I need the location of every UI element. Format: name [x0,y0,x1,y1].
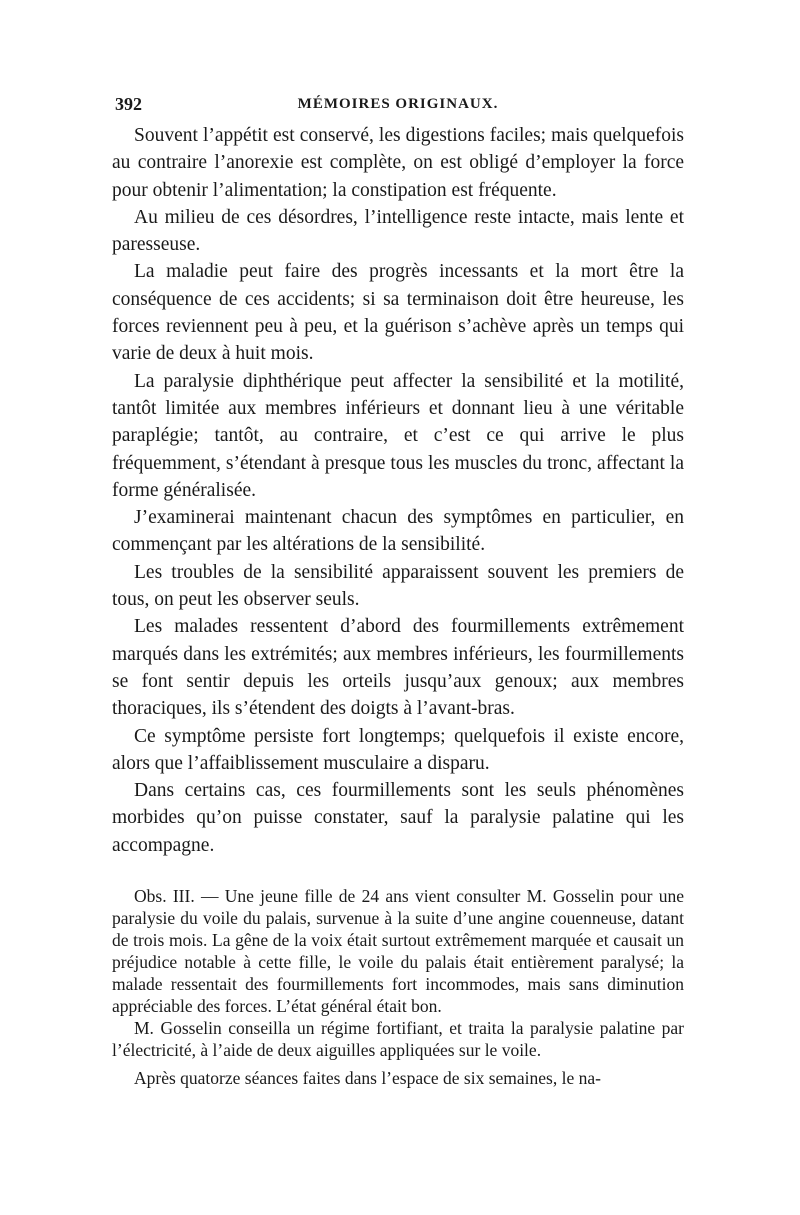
paragraph: Ce symptôme persiste fort longtemps; quelquefois il existe encore, alors que l’affaiblissement musculaire a disparu. [112,725,684,774]
continuation-line: Après quatorze séances faites dans l’espace de six semaines, le na- [134,1068,601,1089]
main-text [112,122,684,859]
page-number: 392 [115,94,142,114]
observation-paragraph: Obs. III. — Une jeune fille de 24 ans vient consulter M. Gosselin pour une paralysie du voile du palais, survenue à la suite d’une angine couenneuse, datant de trois mois. La gêne de la voix était surtout extrêmement marquée et causait un préjudice notable à cette fille, le voile du palais était entièrement paralysé; la malade ressentait des fourmillements fort incommodes, mais sans diminution appréciable des forces. L’état général était bon. [112,886,684,1017]
page-header [112,94,684,122]
observation-block [112,885,684,1089]
paragraph: Les malades ressentent d’abord des fourmillements extrêmement marqués dans les extrémités; aux membres inférieurs, les fourmillements se font sentir depuis les orteils jusqu’aux genoux; aux membres thoraciques, ils s’étendent des doigts à l’avant-bras. [112,616,684,720]
paragraph: Au milieu de ces désordres, l’intelligence reste intacte, mais lente et paresseuse. [112,206,684,256]
paragraph: Dans certains cas, ces fourmillements sont les seuls phénomènes morbides qu’on puisse constater, sauf la paralysie palatine qui les accompagne. [112,780,684,856]
running-title: MÉMOIRES ORIGINAUX. [297,96,499,112]
paragraph: Souvent l’appétit est conservé, les digestions faciles; mais quelquefois au contraire l’anorexie est complète, on est obligé d’employer la force pour obtenir l’alimentation; la constipation est fréquente. [112,125,684,201]
observation-paragraph: M. Gosselin conseilla un régime fortifiant, et traita la paralysie palatine par l’électricité, à l’aide de deux aiguilles appliquées sur le voile. [112,1018,684,1061]
paragraph: La maladie peut faire des progrès incessants et la mort être la conséquence de ces accidents; si sa terminaison doit être heureuse, les forces reviennent peu à peu, et la guérison s’achève après un temps qui varie de deux à huit mois. [112,261,684,365]
paragraph: J’examinerai maintenant chacun des symptômes en particulier, en commençant par les altérations de la sensibilité. [112,507,684,556]
paragraph: Les troubles de la sensibilité apparaissent souvent les premiers de tous, on peut les observer seuls. [112,561,684,611]
paragraph: La paralysie diphthérique peut affecter la sensibilité et la motilité, tantôt limitée aux membres inférieurs et donnant lieu à une véritable paraplégie; tantôt, au contraire, et c’est ce qui arrive le plus fréquemment, s’étendant à presque tous les muscles du tronc, affectant la forme généralisée. [112,370,684,501]
book-page [112,94,684,1089]
